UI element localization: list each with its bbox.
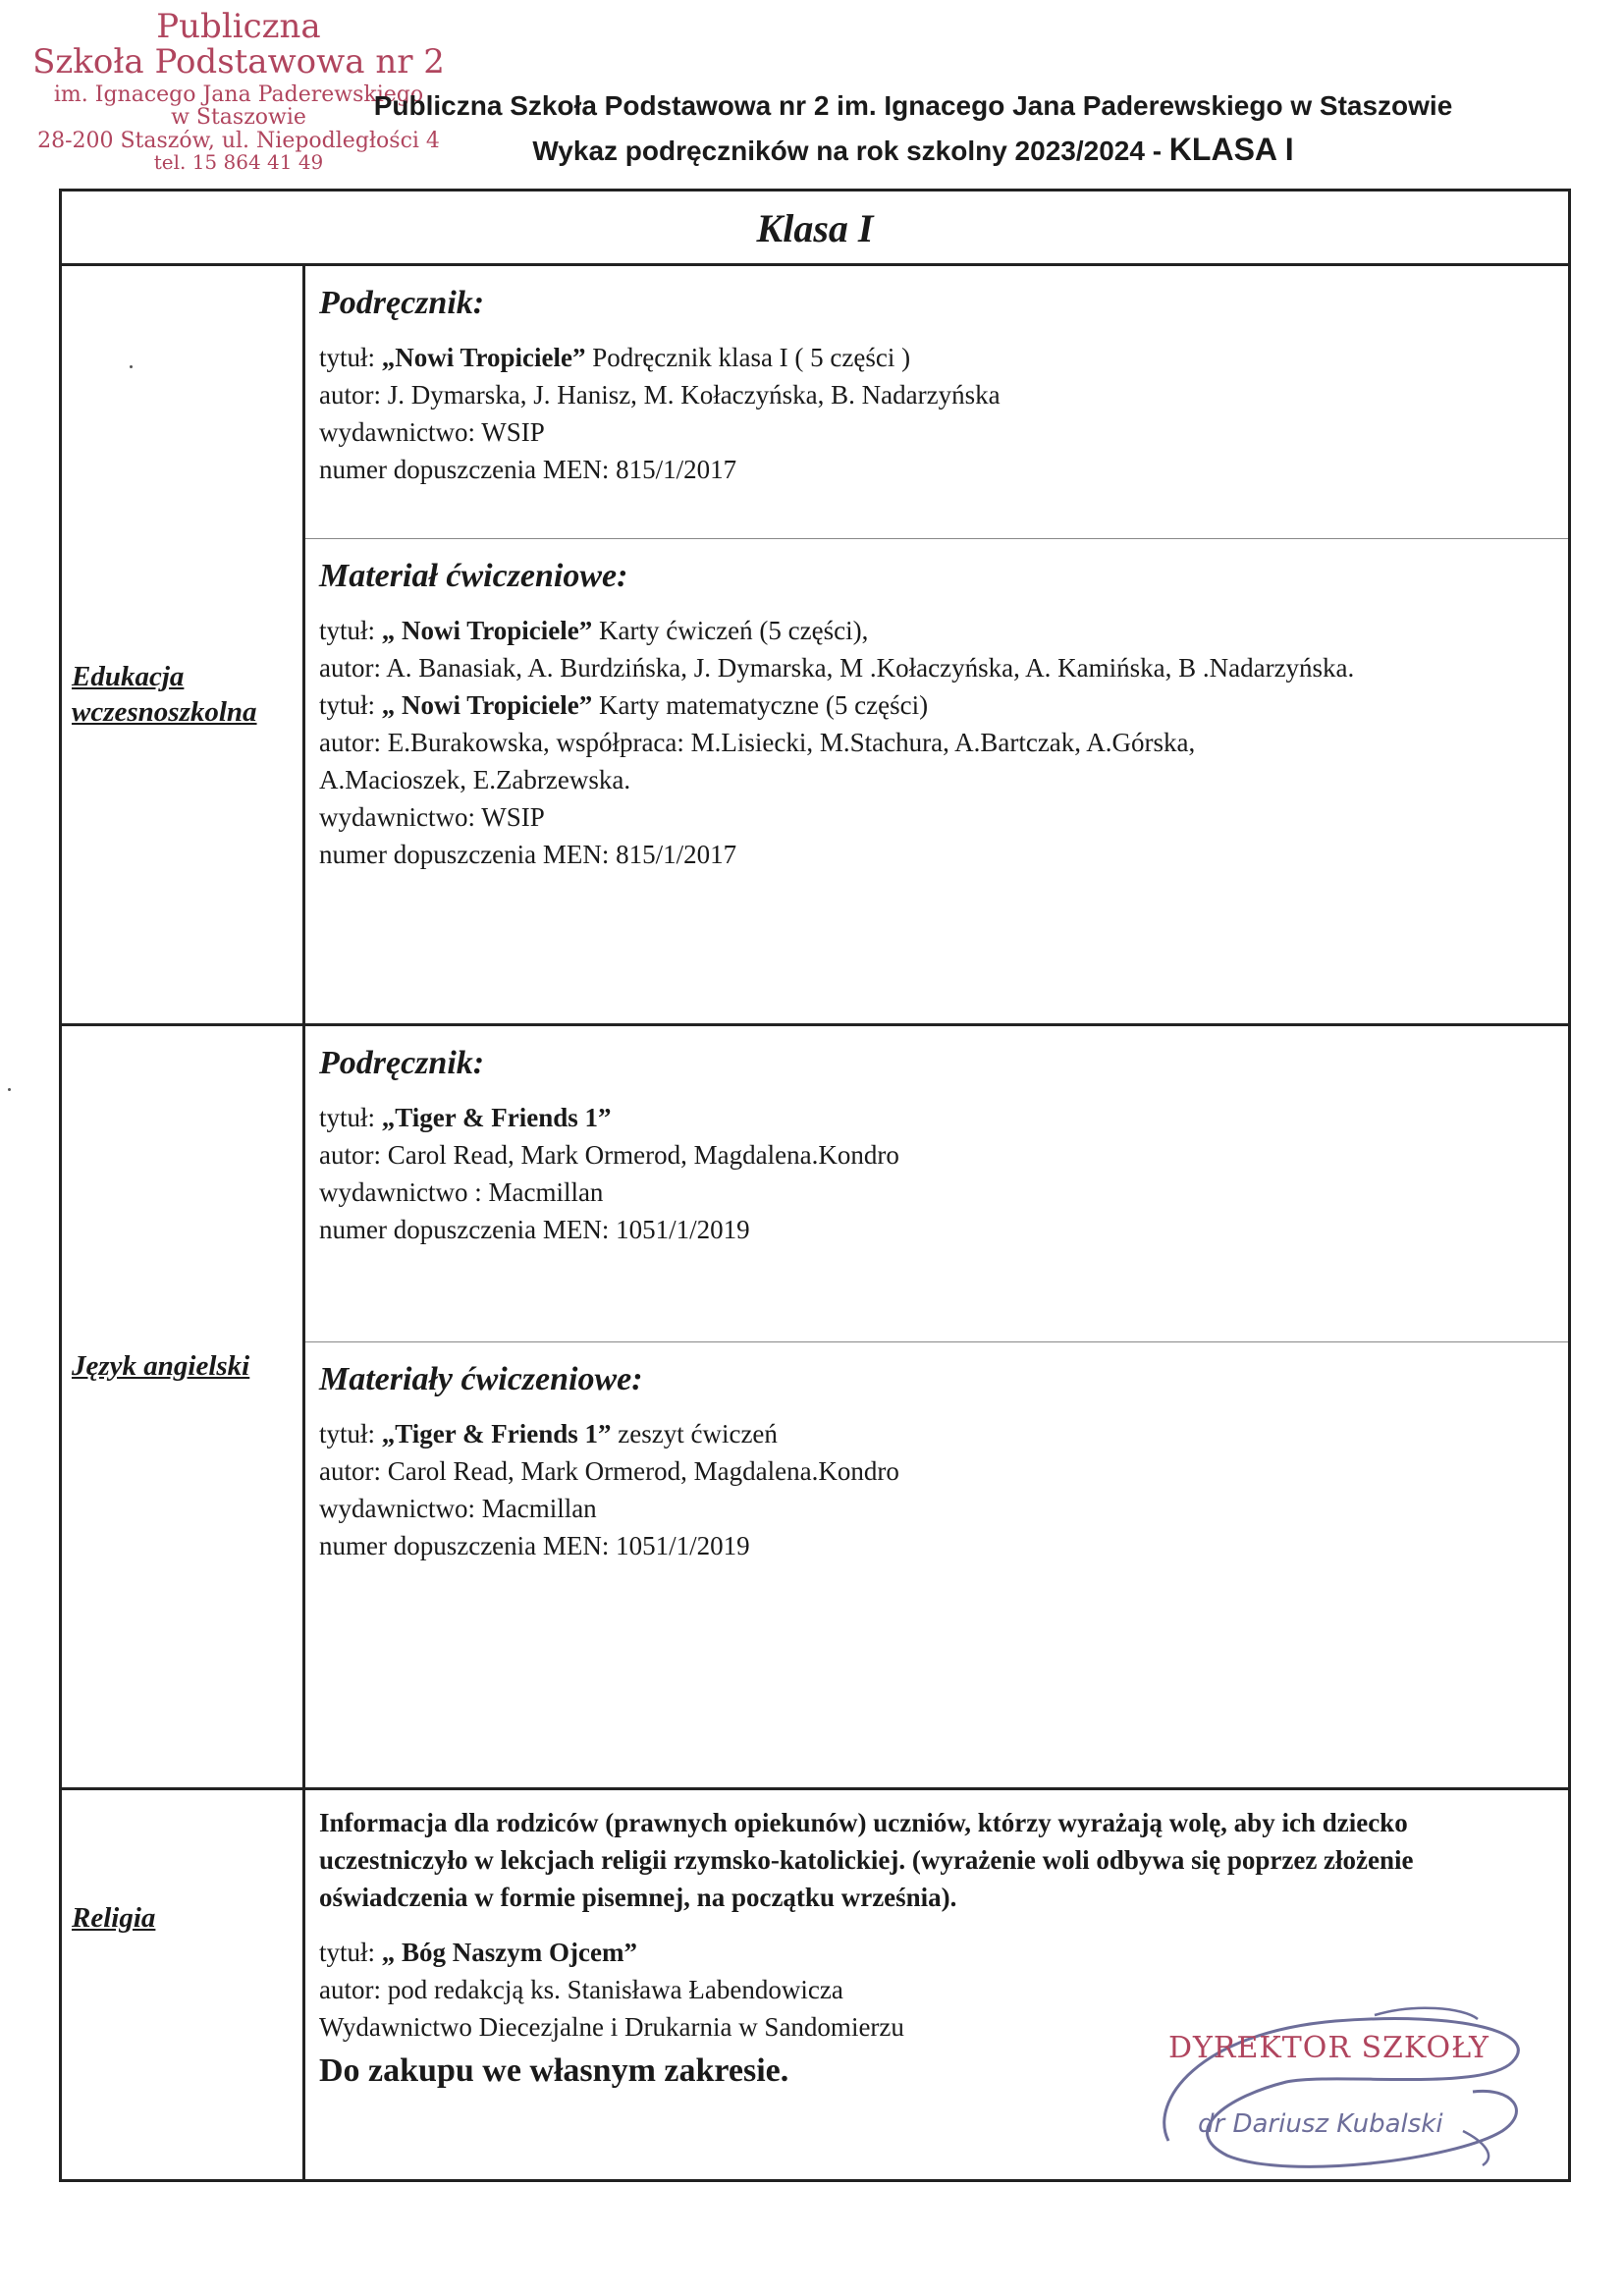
subject-name: Język angielski: [72, 1350, 250, 1382]
publisher-line: wydawnictwo: WSIP: [319, 802, 545, 832]
stamp-line: Szkoła Podstawowa nr 2: [32, 41, 445, 82]
subject-row-angielski: [62, 1026, 1568, 1790]
book-title: „Tiger & Friends 1”: [381, 1419, 612, 1449]
author-line: autor: Carol Read, Mark Ormerod, Magdalena.Kondro: [319, 1456, 899, 1486]
stamp-line: tel. 15 864 41 49: [153, 149, 324, 174]
author-line: A.Macioszek, E.Zabrzewska.: [319, 765, 631, 794]
subject-content: [305, 266, 1568, 1023]
textbook-table: [59, 189, 1571, 2182]
parents-information: Informacja dla rodziców (prawnych opiekunów) uczniów, którzy wyrażają wolę, aby ich dziecko uczestniczyło w lekcjach religii rzymsko-katolickiej. (wyrażenie woli odbywa się poprzez złożenie oświadczenia w formie pisemnej, na początku września).: [319, 1808, 1414, 1912]
director-title: DYREKTOR SZKOŁY: [1168, 2031, 1489, 2065]
publisher-line: Wydawnictwo Diecezjalne i Drukarnia w Sandomierzu: [319, 2012, 904, 2042]
subject-row-edukacja: [62, 266, 1568, 1026]
book-title: „ Bóg Naszym Ojcem”: [381, 1938, 637, 1967]
document-header: [373, 86, 1453, 171]
approval-line: numer dopuszczenia MEN: 1051/1/2019: [319, 1215, 750, 1244]
section-heading: Podręcznik:: [319, 1045, 485, 1081]
textbook-title-line: tytuł: „Tiger & Friends 1”: [319, 1103, 612, 1132]
stamp-line: w Staszowie: [171, 105, 306, 131]
school-name: Publiczna Szkoła Podstawowa nr 2 im. Ignacego Jana Paderewskiego w Staszowie: [373, 90, 1453, 121]
publisher-line: wydawnictwo : Macmillan: [319, 1177, 604, 1207]
textbook-section: [305, 266, 1568, 539]
textbook-title-line: tytuł: „Nowi Tropiciele” Podręcznik klasa I ( 5 części ): [319, 343, 911, 372]
textbook-section: [305, 1026, 1568, 1342]
author-line: autor: A. Banasiak, A. Burdzińska, J. Dymarska, M .Kołaczyńska, A. Kamińska, B .Nadarzyńska.: [319, 653, 1355, 683]
director-name: dr Dariusz Kubalski: [1198, 2109, 1443, 2139]
section-heading: Materiały ćwiczeniowe:: [319, 1361, 643, 1397]
scan-speck: [8, 1088, 11, 1091]
subject-cell: [62, 1026, 305, 1787]
section-heading: Materiał ćwiczeniowe:: [319, 558, 628, 594]
table-title: Klasa I: [62, 191, 1568, 266]
stamp-line: 28-200 Staszów, ul. Niepodległości 4: [37, 128, 440, 153]
author-line: autor: E.Burakowska, współpraca: M.Lisiecki, M.Stachura, A.Bartczak, A.Górska,: [319, 728, 1196, 757]
purchase-note: Do zakupu we własnym zakresie.: [319, 2052, 789, 2089]
textbook-title-line: tytuł: „ Bóg Naszym Ojcem”: [319, 1938, 637, 1967]
publisher-line: wydawnictwo: Macmillan: [319, 1494, 597, 1523]
director-stamp: [1139, 1994, 1551, 2170]
subject-cell: [62, 1790, 305, 2179]
approval-line: numer dopuszczenia MEN: 815/1/2017: [319, 455, 737, 484]
list-title: Wykaz podręczników na rok szkolny 2023/2024 -: [532, 136, 1163, 166]
exercises-section: [305, 539, 1568, 1023]
stamp-line: im. Ignacego Jana Paderewskiego: [53, 82, 424, 108]
exercise-title-line: tytuł: „ Nowi Tropiciele” Karty ćwiczeń (5 części),: [319, 616, 869, 645]
exercises-section: [305, 1342, 1568, 1787]
subject-cell: [62, 266, 305, 1023]
subject-name: Religia: [72, 1902, 156, 1934]
section-heading: Podręcznik:: [319, 285, 485, 321]
exercise-title-line: tytuł: „ Nowi Tropiciele” Karty matematyczne (5 części): [319, 690, 929, 720]
list-title-line: [373, 130, 1453, 171]
book-title: „ Nowi Tropiciele”: [381, 690, 593, 720]
author-line: autor: pod redakcją ks. Stanisława Łabendowicza: [319, 1975, 843, 2004]
author-line: autor: Carol Read, Mark Ormerod, Magdalena.Kondro: [319, 1140, 899, 1170]
book-title: „ Nowi Tropiciele”: [381, 616, 593, 645]
approval-line: numer dopuszczenia MEN: 815/1/2017: [319, 840, 737, 869]
signature-scribble-icon: [1139, 1994, 1551, 2170]
approval-line: numer dopuszczenia MEN: 1051/1/2019: [319, 1531, 750, 1560]
stamp-line: Publiczna: [156, 7, 321, 46]
publisher-line: wydawnictwo: WSIP: [319, 417, 545, 447]
class-label: KLASA I: [1168, 132, 1294, 167]
exercise-title-line: tytuł: „Tiger & Friends 1” zeszyt ćwiczeń: [319, 1419, 778, 1449]
subject-name: Edukacja wczesnoszkolna: [72, 661, 257, 728]
author-line: autor: J. Dymarska, J. Hanisz, M. Kołaczyńska, B. Nadarzyńska: [319, 380, 1001, 410]
subject-content: [305, 1026, 1568, 1787]
book-title: „Tiger & Friends 1”: [381, 1103, 612, 1132]
book-title: „Nowi Tropiciele”: [381, 343, 586, 372]
